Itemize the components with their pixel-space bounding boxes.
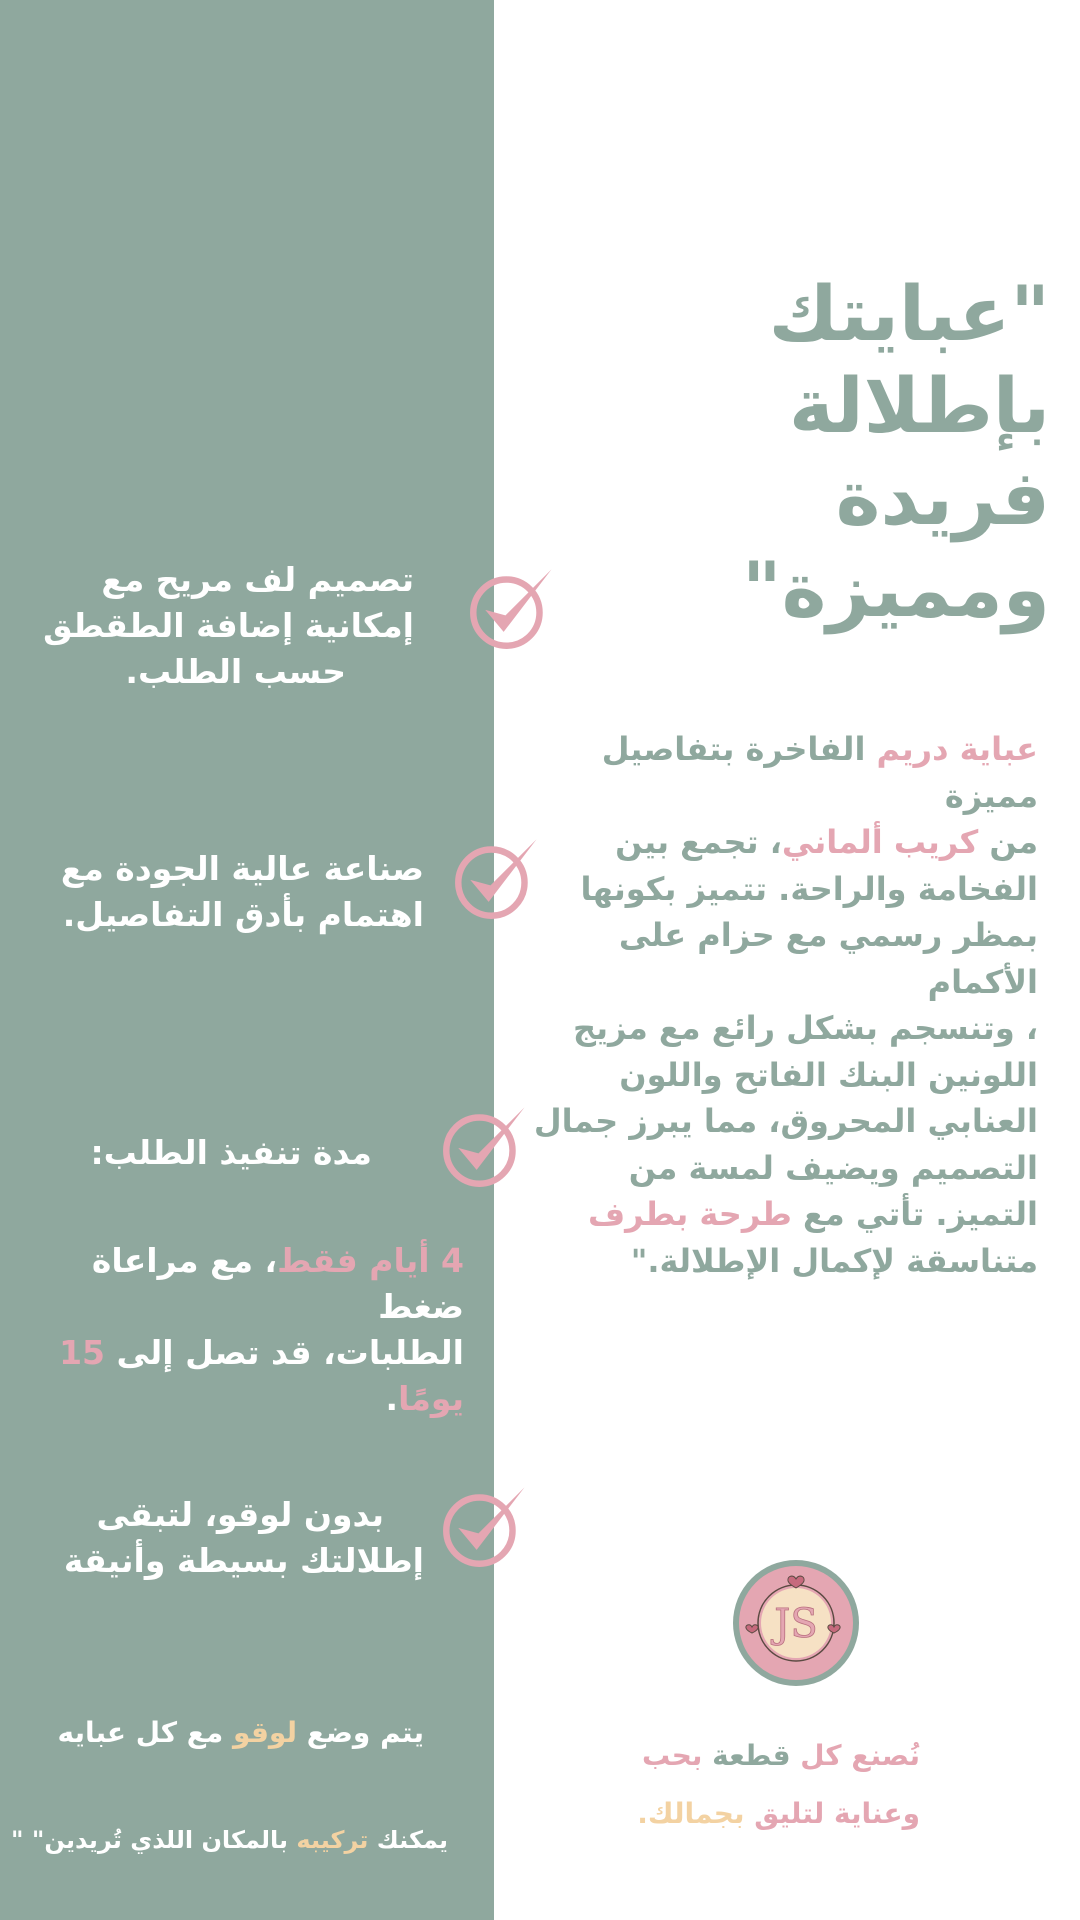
tagline — [500, 1736, 920, 1834]
feature-wrap-design — [0, 557, 414, 695]
placement-note — [8, 1820, 448, 1860]
detail-text: . — [385, 1379, 399, 1418]
left-panel — [0, 0, 494, 1920]
logo-note — [4, 1713, 424, 1753]
tagline-word: بحب — [642, 1739, 703, 1772]
desc-text: من — [989, 823, 1038, 861]
desc-line: ، وتنسجم بشكل رائع مع مزيج — [572, 1009, 1038, 1047]
check-icon — [438, 1480, 530, 1572]
desc-text: الفاخرة بتفاصيل مميزة — [601, 730, 1038, 815]
note-highlight: تركيبه — [296, 1826, 369, 1854]
tagline-word: قطعة — [712, 1739, 791, 1772]
feature-line: اهتمام بأدق التفاصيل. — [62, 895, 424, 934]
feature-line: تصميم لف مريح مع — [101, 560, 414, 599]
note-quote: " — [11, 1826, 24, 1854]
tagline-word: وعناية — [834, 1797, 920, 1830]
tagline-word: لتليق — [754, 1797, 825, 1830]
logo-initials: JS — [774, 1601, 818, 1647]
detail-text: الطلبات، قد تصل إلى — [116, 1333, 464, 1372]
note-text: مع كل عبايه — [57, 1716, 224, 1749]
desc-text: ، تجمع بين — [615, 823, 782, 861]
desc-highlight-fabric: كريب ألماني — [781, 823, 979, 861]
desc-line: متناسقة لإكمال الإطلالة." — [630, 1241, 1038, 1280]
feature-line: بدون لوقو، لتبقى — [96, 1495, 384, 1534]
desc-line: الفخامة والراحة. تتميز بكونها — [580, 869, 1038, 908]
feature-duration-title — [52, 1130, 372, 1176]
check-icon — [465, 562, 557, 654]
feature-line: إطلالتك بسيطة وأنيقة — [63, 1541, 424, 1580]
tagline-word: نُصنع — [851, 1739, 920, 1772]
product-description — [498, 726, 1038, 1284]
tagline-word: بجمالك. — [637, 1797, 745, 1830]
note-text: بالمكان اللذي تُريدين" — [31, 1826, 289, 1854]
highlight-max-days: 15 يومًا — [59, 1333, 464, 1418]
highlight-days: 4 أيام فقط — [277, 1241, 464, 1280]
note-highlight: لوقو — [233, 1716, 297, 1749]
brand-logo — [730, 1557, 862, 1689]
detail-text: ، مع مراعاة ضغط — [91, 1241, 464, 1326]
feature-quality — [4, 846, 424, 938]
feature-title: مدة تنفيذ الطلب: — [90, 1133, 372, 1172]
desc-line: اللونين البنك الفاتح واللون — [619, 1055, 1038, 1094]
desc-text: التميز. تأتي مع — [803, 1195, 1038, 1233]
desc-line: العنابي المحروق، مما يبرز جمال — [533, 1102, 1038, 1140]
feature-line: حسب الطلب. — [125, 652, 346, 691]
headline-line-2: فريدة ومميزة" — [741, 453, 1050, 634]
headline — [510, 268, 1050, 636]
desc-line: التصميم ويضيف لمسة من — [628, 1148, 1038, 1187]
desc-line: بمظر رسمي مع حزام على الأكمام — [618, 916, 1038, 1001]
desc-highlight-name: عباية دريم — [876, 730, 1038, 768]
feature-duration-detail — [24, 1238, 464, 1422]
desc-highlight-accessory: طرحة بطرف — [587, 1195, 792, 1233]
note-text: يمكنك — [376, 1826, 448, 1854]
headline-line-1: "عبايتك بإطلالة — [768, 269, 1050, 450]
feature-line: إمكانية إضافة الطقطق — [43, 606, 414, 645]
feature-line: صناعة عالية الجودة مع — [60, 849, 424, 888]
note-text: يتم وضع — [306, 1716, 424, 1749]
feature-no-logo — [4, 1492, 424, 1584]
tagline-word: كل — [800, 1739, 842, 1772]
